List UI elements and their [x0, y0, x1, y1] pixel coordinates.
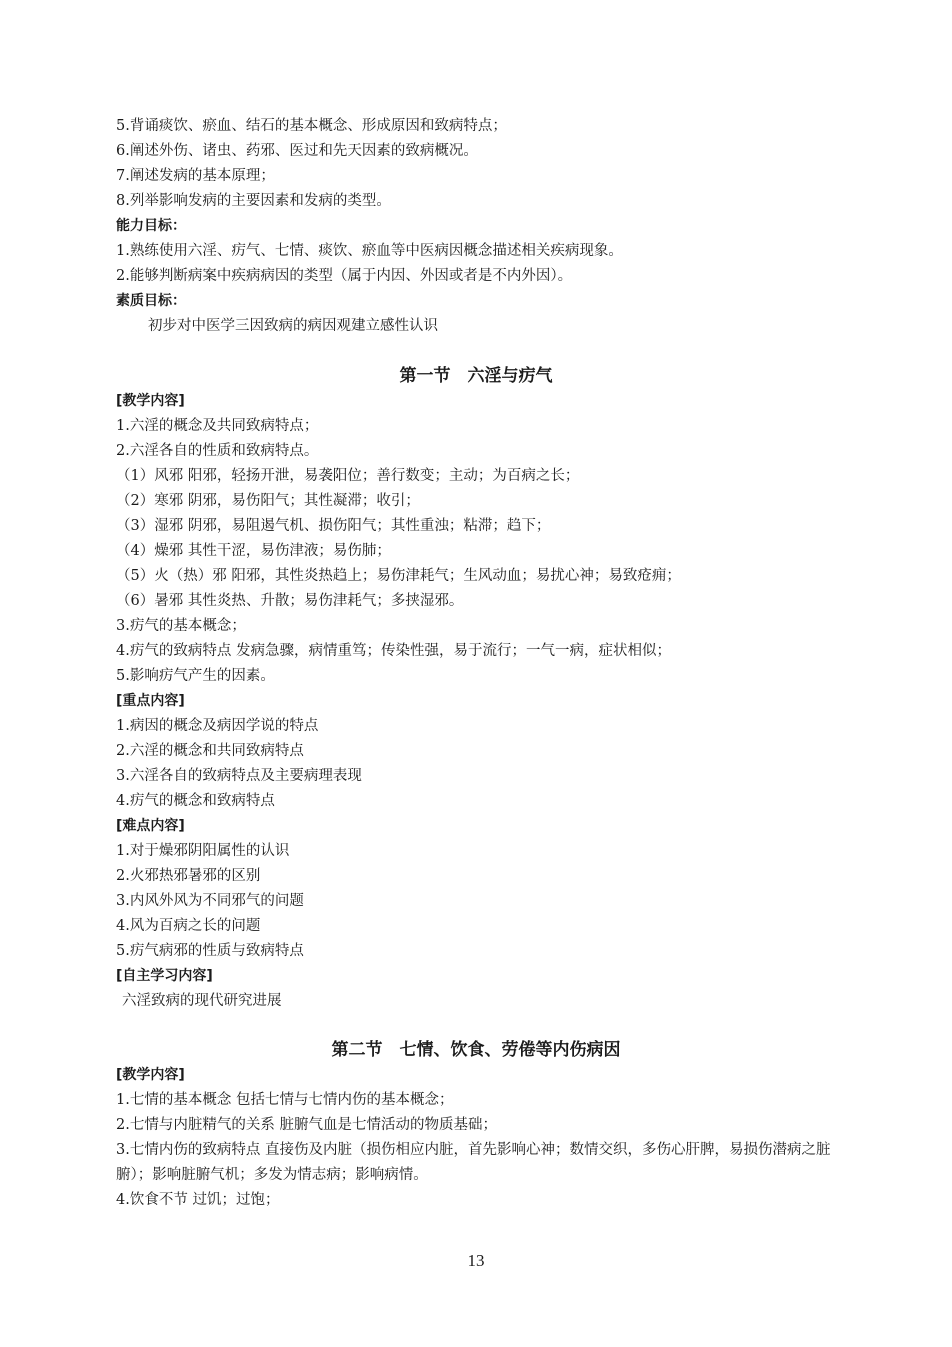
- teaching-item: （3）湿邪 阴邪，易阻遏气机、损伤阳气；其性重浊；粘滞；趋下；: [116, 518, 551, 534]
- teaching-item: （1）风邪 阳邪，轻扬开泄，易袭阳位；善行数变；主动；为百病之长；: [116, 468, 580, 484]
- objective-item: 6.阐述外伤、诸虫、药邪、医过和先天因素的致病概况。: [116, 143, 478, 159]
- quality-objective-text: 初步对中医学三因致病的病因观建立感性认识: [148, 318, 438, 334]
- difficult-item: 5.疠气病邪的性质与致病特点: [116, 943, 304, 959]
- section-1-body: [116, 389, 846, 1014]
- teaching-item: （6）暑邪 其性炎热、升散；易伤津耗气；多挟湿邪。: [116, 593, 464, 609]
- ability-objectives-label: 能力目标：: [116, 218, 186, 234]
- objective-item: 8.列举影响发病的主要因素和发病的类型。: [116, 193, 391, 209]
- teaching-content-label: [教学内容]: [116, 1067, 185, 1083]
- ability-item: 1.熟练使用六淫、疠气、七情、痰饮、瘀血等中医病因概念描述相关疾病现象。: [116, 243, 623, 259]
- teaching-content-label: [教学内容]: [116, 393, 185, 409]
- difficult-item: 2.火邪热邪暑邪的区别: [116, 868, 261, 884]
- difficult-item: 4.风为百病之长的问题: [116, 918, 261, 934]
- difficult-content-label: [难点内容]: [116, 818, 185, 834]
- difficult-item: 3.内风外风为不同邪气的问题: [116, 893, 304, 909]
- knowledge-objectives-list: [116, 114, 846, 339]
- quality-objectives-label: 素质目标：: [116, 293, 186, 309]
- teaching-item: 3.七情内伤的致病特点 直接伤及内脏（损伤相应内脏，首先影响心神；数情交织，多伤心肝脾，易损伤潜病之脏腑）；影响脏腑气机；多发为情志病；影响病情。: [116, 1142, 831, 1183]
- teaching-item: 4.疠气的致病特点 发病急骤，病情重笃；传染性强，易于流行；一气一病，症状相似；: [116, 643, 671, 659]
- key-item: 3.六淫各自的致病特点及主要病理表现: [116, 768, 362, 784]
- ability-item: 2.能够判断病案中疾病病因的类型（属于内因、外因或者是不内外因）。: [116, 268, 573, 284]
- objective-item: 7.阐述发病的基本原理；: [116, 168, 275, 184]
- self-study-text: 六淫致病的现代研究进展: [122, 993, 282, 1009]
- teaching-item: 2.六淫各自的性质和致病特点。: [116, 443, 319, 459]
- teaching-item: 1.七情的基本概念 包括七情与七情内伤的基本概念；: [116, 1092, 454, 1108]
- teaching-item: 3.疠气的基本概念；: [116, 618, 246, 634]
- teaching-item: 4.饮食不节 过饥；过饱；: [116, 1192, 280, 1208]
- teaching-item: （2）寒邪 阴邪，易伤阳气；其性凝滞；收引；: [116, 493, 420, 509]
- section-2-title: 第二节 七情、饮食、劳倦等内伤病因: [331, 1040, 621, 1060]
- difficult-item: 1.对于燥邪阴阳属性的认识: [116, 843, 290, 859]
- teaching-item: 5.影响疠气产生的因素。: [116, 668, 275, 684]
- section-1-title: 第一节 六淫与疠气: [399, 366, 553, 386]
- page-number: 13: [467, 1251, 485, 1270]
- key-content-label: [重点内容]: [116, 693, 185, 709]
- teaching-item: 2.七情与内脏精气的关系 脏腑气血是七情活动的物质基础；: [116, 1117, 497, 1133]
- key-item: 1.病因的概念及病因学说的特点: [116, 718, 319, 734]
- self-study-label: [自主学习内容]: [116, 968, 213, 984]
- teaching-item: 1.六淫的概念及共同致病特点；: [116, 418, 319, 434]
- teaching-item: （5）火（热）邪 阳邪，其性炎热趋上；易伤津耗气；生风动血；易扰心神；易致疮痈；: [116, 568, 681, 584]
- teaching-item: （4）燥邪 其性干涩，易伤津液；易伤肺；: [116, 543, 391, 559]
- key-item: 2.六淫的概念和共同致病特点: [116, 743, 304, 759]
- key-item: 4.疠气的概念和致病特点: [116, 793, 275, 809]
- section-2-body: [116, 1063, 846, 1213]
- objective-item: 5.背诵痰饮、瘀血、结石的基本概念、形成原因和致病特点；: [116, 118, 507, 134]
